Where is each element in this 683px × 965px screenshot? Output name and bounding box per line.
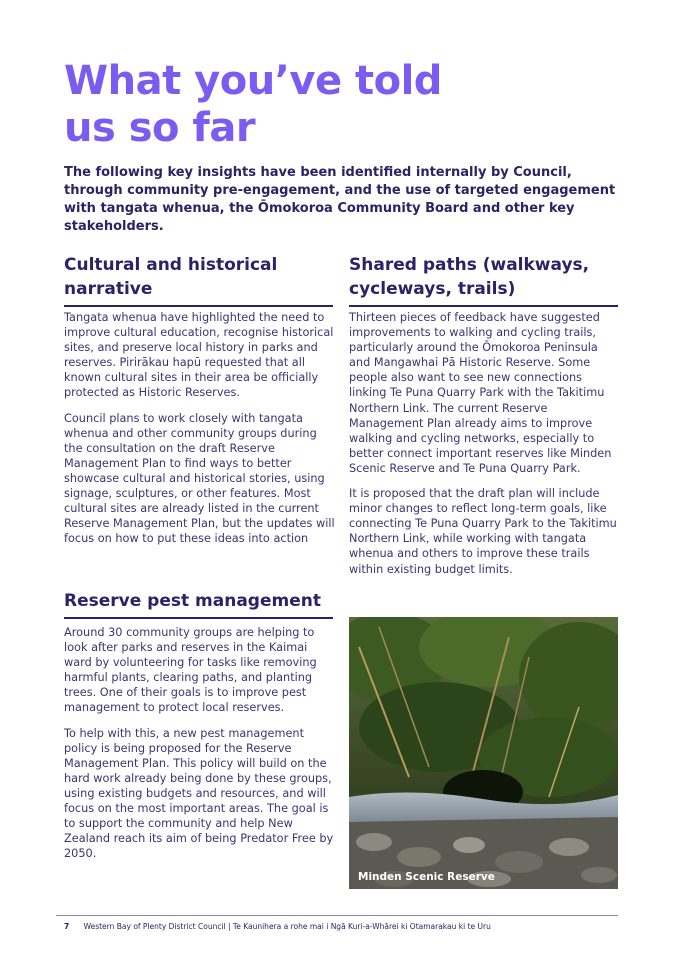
cultural-body	[64, 310, 336, 556]
cultural-heading-line-2: narrative	[64, 279, 153, 299]
page-footer	[64, 922, 624, 931]
intro-paragraph: The following key insights have been identified internally by Council, through community pre-engagement, and the use of targeted engagement with tangata whenua, the Ōmokoroa Community Board and other key stakeholders.	[64, 165, 616, 234]
paths-heading	[349, 253, 618, 307]
paths-paragraph-2: It is proposed that the draft plan will include minor changes to reflect long-term goals, like connecting Te Puna Quarry Park to the Takitimu Northern Link, while working with tangata whenua and others to improve these trails within existing budget limits.	[349, 487, 617, 576]
page-title	[64, 58, 624, 152]
page-title-line-1: What you’ve told	[64, 58, 442, 104]
footer-text: Western Bay of Plenty District Council | Te Kaunihera a rohe mai i Ngā Kuri-a-Whārei ki Otamarakau ki te Uru	[83, 922, 491, 931]
pest-heading: Reserve pest management	[64, 589, 333, 619]
cultural-heading	[64, 253, 333, 307]
paths-body	[349, 310, 621, 587]
pest-paragraph-1: Around 30 community groups are helping to look after parks and reserves in the Kaimai ward by volunteering for tasks like removing harmful plants, clearing paths, and planting trees. One of their goals is to improve pest management to protect local reserves.	[64, 626, 317, 715]
cultural-paragraph-1: Tangata whenua have highlighted the need to improve cultural education, recognise historical sites, and preserve local history in parks and reserves. Pirirākau hapū requested that all known cultural sites in their area be officially protected as Historic Reserves.	[64, 311, 334, 400]
paths-heading-line-2: cycleways, trails)	[349, 279, 516, 299]
reserve-photo	[349, 617, 618, 889]
pest-paragraph-2: To help with this, a new pest management policy is being proposed for the Reserve Management Plan. This policy will build on the hard work already being done by these groups, using existing budgets and resources, and will focus on the most important areas. The goal is to support the community and help New Zealand reach its aim of being Predator Free by 2050.	[64, 726, 334, 861]
cultural-paragraph-2: Council plans to work closely with tangata whenua and other community groups during the consultation on the draft Reserve Management Plan to find ways to better showcase cultural and historical stories, using signage, sculptures, or other features. Most cultural sites are already listed in the current Reserve Management Plan, but the updates will focus on how to put these ideas into action	[64, 411, 335, 546]
pest-body	[64, 625, 336, 871]
cultural-heading-line-1: Cultural and historical	[64, 255, 278, 275]
paths-paragraph-1: Thirteen pieces of feedback have suggested improvements to walking and cycling trails, particularly around the Ōmokoroa Peninsula and Mangawhai Pā Historic Reserve. Some people also want to see new connections linking Te Puna Quarry Park with the Takitimu Northern Link. The current Reserve Management Plan already aims to improve walking and cycling networks, especially to better connect important reserves like Minden Scenic Reserve and Te Puna Quarry Park.	[349, 311, 612, 475]
photo-caption: Minden Scenic Reserve	[358, 871, 495, 883]
paths-heading-line-1: Shared paths (walkways,	[349, 255, 590, 275]
page-number: 7	[64, 922, 70, 931]
forest-stream-illustration	[349, 617, 618, 889]
page-title-line-2: us so far	[64, 105, 256, 151]
footer-divider	[56, 915, 618, 916]
